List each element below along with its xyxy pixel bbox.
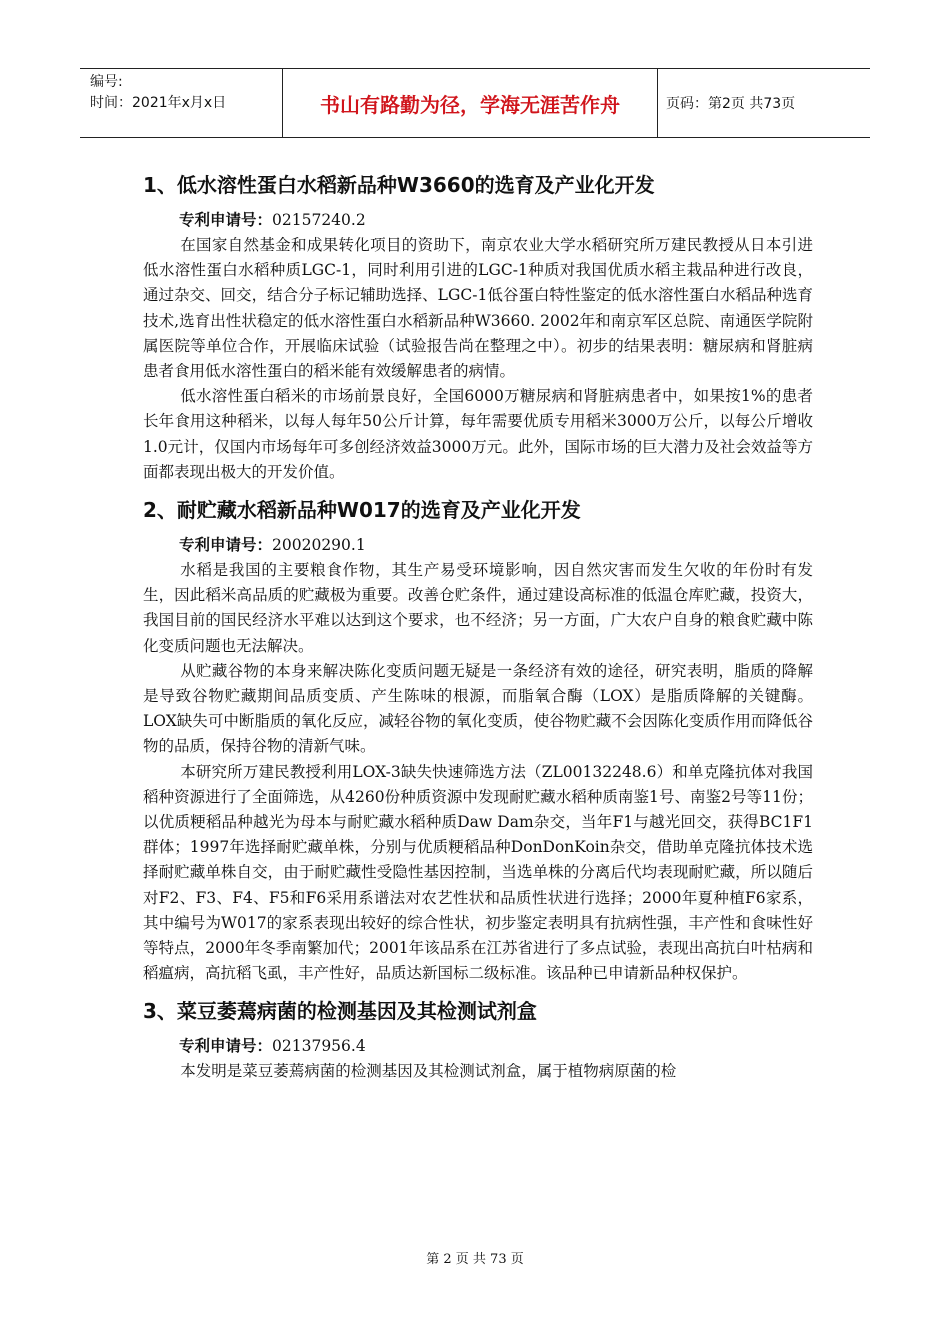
paragraph: 在国家自然基金和成果转化项目的资助下，南京农业大学水稻研究所万建民教授从日本引进低水溶性蛋白水稻种质LGC-1，同时利用引进的LGC-1种质对我国优质水稻主栽品种进行改良，通过杂交、回交，结合分子标记辅助选择、LGC-1低谷蛋白特性鉴定的低水溶性蛋白水稻品种选育技术,选育出性状稳定的低水溶性蛋白水稻新品种W3660. 2002年和南京军区总院、南通医学院附属医院等单位合作，开展临床试验（试验报告尚在整理之中）。初步的结果表明：糖尿病和肾脏病患者食用低水溶性蛋白的稻米能有效缓解患者的病情。 [143, 236, 813, 381]
header-time-label: 时间：2021年x月x日 [90, 95, 227, 111]
paragraph: 低水溶性蛋白稻米的市场前景良好，全国6000万糖尿病和肾脏病患者中，如果按1%的患者长年食用这种稻米，以每人每年50公斤计算，每年需要优质专用稻米3000万公斤，以每公斤增收1.0元计，仅国内市场每年可多创经济效益3000万元。此外，国际市场的巨大潜力及社会效益等方面都表现出极大的开发价值。 [143, 387, 813, 481]
header-meta [80, 69, 283, 137]
paragraph: 本研究所万建民教授利用LOX-3缺失快速筛选方法（ZL00132248.6）和单克隆抗体对我国稻种资源进行了全面筛选，从4260份种质资源中发现耐贮藏水稻种质南鉴1号、南鉴2号等11份；以优质粳稻品种越光为母本与耐贮藏水稻种质Daw Dam杂交，当年F1与越光回交，获得BC1F1群体；1997年选择耐贮藏单株，分别与优质粳稻品种DonDonKoin杂交，借助单克隆抗体技术选择耐贮藏单株自交，由于耐贮藏性受隐性基因控制，当选单株的分离后代均表现耐贮藏，所以随后对F2、F3、F4、F5和F6采用系谱法对农艺性状和品质性状进行选择；2000年夏种植F6家系，其中编号为W017的家系表现出较好的综合性状，初步鉴定表明具有抗病性强，丰产性和食味性好等特点，2000年冬季南繁加代；2001年该品系在江苏省进行了多点试验，表现出高抗白叶枯病和稻瘟病，高抗稻飞虱，丰产性好，品质达新国标二级标准。该品种已申请新品种权保护。 [143, 762, 813, 983]
patent-number: 02137956.4 [272, 1037, 366, 1056]
patent-label: 专利申请号： [179, 536, 273, 555]
patent-line [179, 533, 813, 558]
patent-number: 20020290.1 [272, 536, 366, 555]
patent-label: 专利申请号： [179, 1037, 273, 1056]
paragraph: 从贮藏谷物的本身来解决陈化变质问题无疑是一条经济有效的途径，研究表明，脂质的降解是导致谷物贮藏期间品质变质、产生陈味的根源，而脂氧合酶（LOX）是脂质降解的关键酶。LOX缺失可中断脂质的氧化反应，减轻谷物的氧化变质，使谷物贮藏不会因陈化变质作用而降低谷物的品质，保持谷物的清新气味。 [143, 661, 813, 756]
patent-label: 专利申请号： [179, 211, 273, 229]
document-body [143, 170, 813, 1085]
paragraph: 本发明是菜豆萎蔫病菌的检测基因及其检测试剂盒，属于植物病原菌的检 [180, 1062, 677, 1081]
patent-line [179, 208, 813, 233]
patent-number: 02157240.2 [272, 211, 366, 229]
header-number-label: 编号: [90, 74, 123, 90]
page-header [80, 68, 870, 138]
patent-line [179, 1034, 813, 1059]
section-title: 1、低水溶性蛋白水稻新品种W3660的选育及产业化开发 [143, 173, 655, 197]
section-title: 3、菜豆萎蔫病菌的检测基因及其检测试剂盒 [143, 999, 537, 1024]
paragraph: 水稻是我国的主要粮食作物，其生产易受环境影响，因自然灾害而发生欠收的年份时有发生，因此稻米高品质的贮藏极为重要。改善仓贮条件，通过建设高标准的低温仓库贮藏，投资大，我国目前的国民经济水平难以达到这个要求，也不经济；另一方面，广大农户自身的粮食贮藏中陈化变质问题也无法解决。 [143, 561, 813, 655]
page-footer: 第 2 页 共 73 页 [426, 1252, 524, 1267]
section-title: 2、耐贮藏水稻新品种W017的选育及产业化开发 [143, 498, 581, 523]
header-page-info: 页码：第2页 共73页 [666, 96, 796, 112]
header-motto: 书山有路勤为径，学海无涯苦作舟 [283, 69, 658, 137]
